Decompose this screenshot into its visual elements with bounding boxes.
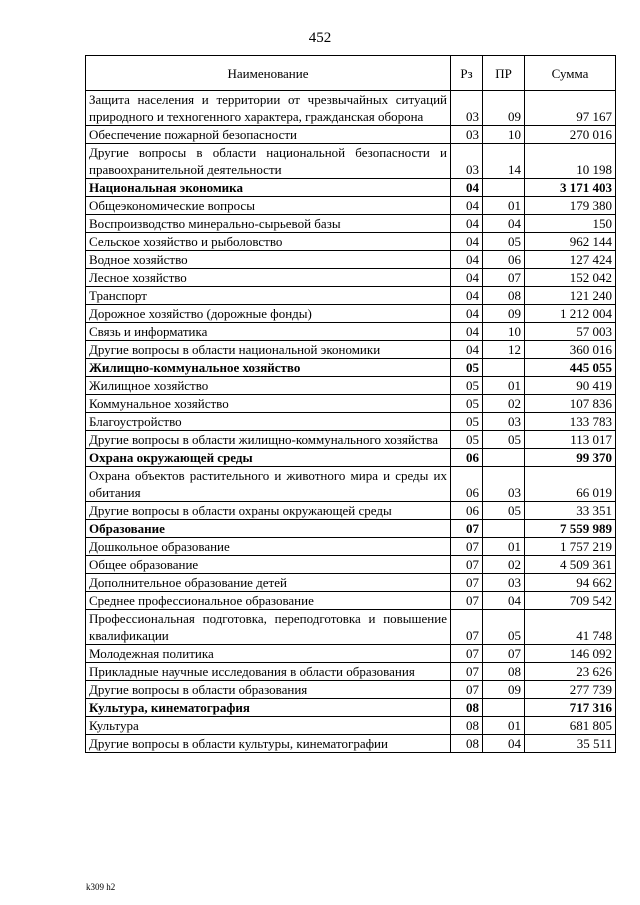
row-pr: 10 [483,323,525,341]
row-pr: 09 [483,305,525,323]
table-row [86,735,616,753]
row-pr: 07 [483,645,525,663]
row-pr: 08 [483,287,525,305]
row-pr: 05 [483,502,525,520]
row-sum: 121 240 [525,287,616,305]
row-sum: 7 559 989 [525,520,616,538]
row-pr: 08 [483,663,525,681]
row-sum: 717 316 [525,699,616,717]
row-rz: 06 [451,467,483,502]
row-pr: 04 [483,215,525,233]
row-name: Обеспечение пожарной безопасности [86,126,451,144]
row-name: Культура [86,717,451,735]
row-pr [483,179,525,197]
row-sum: 150 [525,215,616,233]
header-pr: ПР [483,56,525,91]
row-name: Другие вопросы в области национальной экономики [86,341,451,359]
row-rz: 06 [451,502,483,520]
table-row [86,269,616,287]
row-name: Транспорт [86,287,451,305]
row-pr: 01 [483,538,525,556]
table-row [86,126,616,144]
row-rz: 04 [451,323,483,341]
header-sum: Сумма [525,56,616,91]
table-row [86,91,616,126]
table-row [86,144,616,179]
row-pr: 03 [483,413,525,431]
row-pr: 05 [483,610,525,645]
row-pr [483,359,525,377]
row-sum: 97 167 [525,91,616,126]
row-rz: 03 [451,144,483,179]
table-row [86,179,616,197]
row-rz: 07 [451,645,483,663]
row-rz: 05 [451,377,483,395]
row-sum: 179 380 [525,197,616,215]
row-name: Дорожное хозяйство (дорожные фонды) [86,305,451,323]
row-rz: 07 [451,520,483,538]
row-sum: 35 511 [525,735,616,753]
row-sum: 41 748 [525,610,616,645]
table-row [86,323,616,341]
row-rz: 07 [451,538,483,556]
row-sum: 962 144 [525,233,616,251]
row-sum: 10 198 [525,144,616,179]
row-name: Образование [86,520,451,538]
row-pr: 03 [483,574,525,592]
row-pr: 07 [483,269,525,287]
row-pr [483,520,525,538]
row-name: Охрана окружающей среды [86,449,451,467]
row-pr: 04 [483,592,525,610]
table-row [86,717,616,735]
row-sum: 94 662 [525,574,616,592]
row-pr: 09 [483,681,525,699]
table-row [86,699,616,717]
row-rz: 03 [451,91,483,126]
table-row [86,449,616,467]
row-pr: 01 [483,197,525,215]
row-pr: 14 [483,144,525,179]
row-rz: 04 [451,179,483,197]
row-pr: 09 [483,91,525,126]
table-row [86,377,616,395]
table-row [86,663,616,681]
header-rz: Рз [451,56,483,91]
row-sum: 1 212 004 [525,305,616,323]
row-pr: 02 [483,395,525,413]
table-row [86,520,616,538]
row-name: Жилищно-коммунальное хозяйство [86,359,451,377]
row-name: Другие вопросы в области культуры, кинематографии [86,735,451,753]
table-row [86,502,616,520]
row-sum: 152 042 [525,269,616,287]
row-sum: 107 836 [525,395,616,413]
row-sum: 133 783 [525,413,616,431]
row-pr: 05 [483,431,525,449]
table-row [86,645,616,663]
row-sum: 57 003 [525,323,616,341]
table-row [86,574,616,592]
table-header-row [86,56,616,91]
row-name: Молодежная политика [86,645,451,663]
row-sum: 66 019 [525,467,616,502]
row-rz: 04 [451,251,483,269]
table-row [86,197,616,215]
row-pr [483,699,525,717]
row-pr: 06 [483,251,525,269]
table-row [86,556,616,574]
table-row [86,681,616,699]
footer-code: k309 h2 [86,882,116,892]
table-row [86,395,616,413]
row-sum: 445 055 [525,359,616,377]
row-sum: 90 419 [525,377,616,395]
row-name: Охрана объектов растительного и животного мира и среды их обитания [86,467,451,502]
row-pr: 03 [483,467,525,502]
row-sum: 270 016 [525,126,616,144]
row-sum: 127 424 [525,251,616,269]
row-name: Водное хозяйство [86,251,451,269]
header-name: Наименование [86,56,451,91]
row-name: Воспроизводство минерально-сырьевой базы [86,215,451,233]
row-name: Дошкольное образование [86,538,451,556]
row-rz: 07 [451,574,483,592]
row-rz: 05 [451,431,483,449]
row-name: Лесное хозяйство [86,269,451,287]
row-name: Другие вопросы в области охраны окружающей среды [86,502,451,520]
row-rz: 08 [451,699,483,717]
row-sum: 113 017 [525,431,616,449]
row-rz: 04 [451,197,483,215]
row-pr: 01 [483,717,525,735]
row-rz: 04 [451,215,483,233]
row-name: Среднее профессиональное образование [86,592,451,610]
table-row [86,341,616,359]
row-rz: 04 [451,341,483,359]
row-name: Благоустройство [86,413,451,431]
row-name: Жилищное хозяйство [86,377,451,395]
row-sum: 33 351 [525,502,616,520]
row-rz: 04 [451,287,483,305]
row-sum: 360 016 [525,341,616,359]
row-rz: 07 [451,610,483,645]
table-row [86,467,616,502]
row-pr: 10 [483,126,525,144]
row-sum: 3 171 403 [525,179,616,197]
row-name: Связь и информатика [86,323,451,341]
row-sum: 277 739 [525,681,616,699]
row-rz: 06 [451,449,483,467]
row-rz: 07 [451,663,483,681]
budget-table [85,55,616,753]
table-row [86,233,616,251]
row-pr: 12 [483,341,525,359]
table-row [86,359,616,377]
row-name: Общее образование [86,556,451,574]
row-name: Защита населения и территории от чрезвычайных ситуаций природного и техногенного характера, гражданская оборона [86,91,451,126]
row-rz: 05 [451,413,483,431]
table-row [86,215,616,233]
row-rz: 03 [451,126,483,144]
row-rz: 04 [451,269,483,287]
row-sum: 681 805 [525,717,616,735]
row-rz: 07 [451,681,483,699]
row-sum: 99 370 [525,449,616,467]
row-rz: 08 [451,717,483,735]
row-name: Культура, кинематография [86,699,451,717]
row-pr: 05 [483,233,525,251]
table-row [86,251,616,269]
row-sum: 709 542 [525,592,616,610]
row-rz: 04 [451,233,483,251]
row-rz: 08 [451,735,483,753]
row-sum: 4 509 361 [525,556,616,574]
row-rz: 04 [451,305,483,323]
table-row [86,287,616,305]
row-rz: 07 [451,556,483,574]
table-row [86,431,616,449]
table-row [86,592,616,610]
page-number: 452 [308,30,332,46]
row-pr: 02 [483,556,525,574]
row-name: Другие вопросы в области национальной безопасности и правоохранительной деятельности [86,144,451,179]
row-name: Сельское хозяйство и рыболовство [86,233,451,251]
row-pr [483,449,525,467]
table-row [86,413,616,431]
row-sum: 23 626 [525,663,616,681]
row-name: Общеэкономические вопросы [86,197,451,215]
row-pr: 01 [483,377,525,395]
row-rz: 05 [451,359,483,377]
row-sum: 146 092 [525,645,616,663]
row-name: Прикладные научные исследования в области образования [86,663,451,681]
row-rz: 05 [451,395,483,413]
row-sum: 1 757 219 [525,538,616,556]
row-name: Коммунальное хозяйство [86,395,451,413]
row-name: Профессиональная подготовка, переподготовка и повышение квалификации [86,610,451,645]
row-name: Национальная экономика [86,179,451,197]
table-body [86,91,616,753]
table-row [86,610,616,645]
table-row [86,305,616,323]
row-rz: 07 [451,592,483,610]
row-name: Дополнительное образование детей [86,574,451,592]
table-row [86,538,616,556]
row-pr: 04 [483,735,525,753]
row-name: Другие вопросы в области жилищно-коммунального хозяйства [86,431,451,449]
row-name: Другие вопросы в области образования [86,681,451,699]
